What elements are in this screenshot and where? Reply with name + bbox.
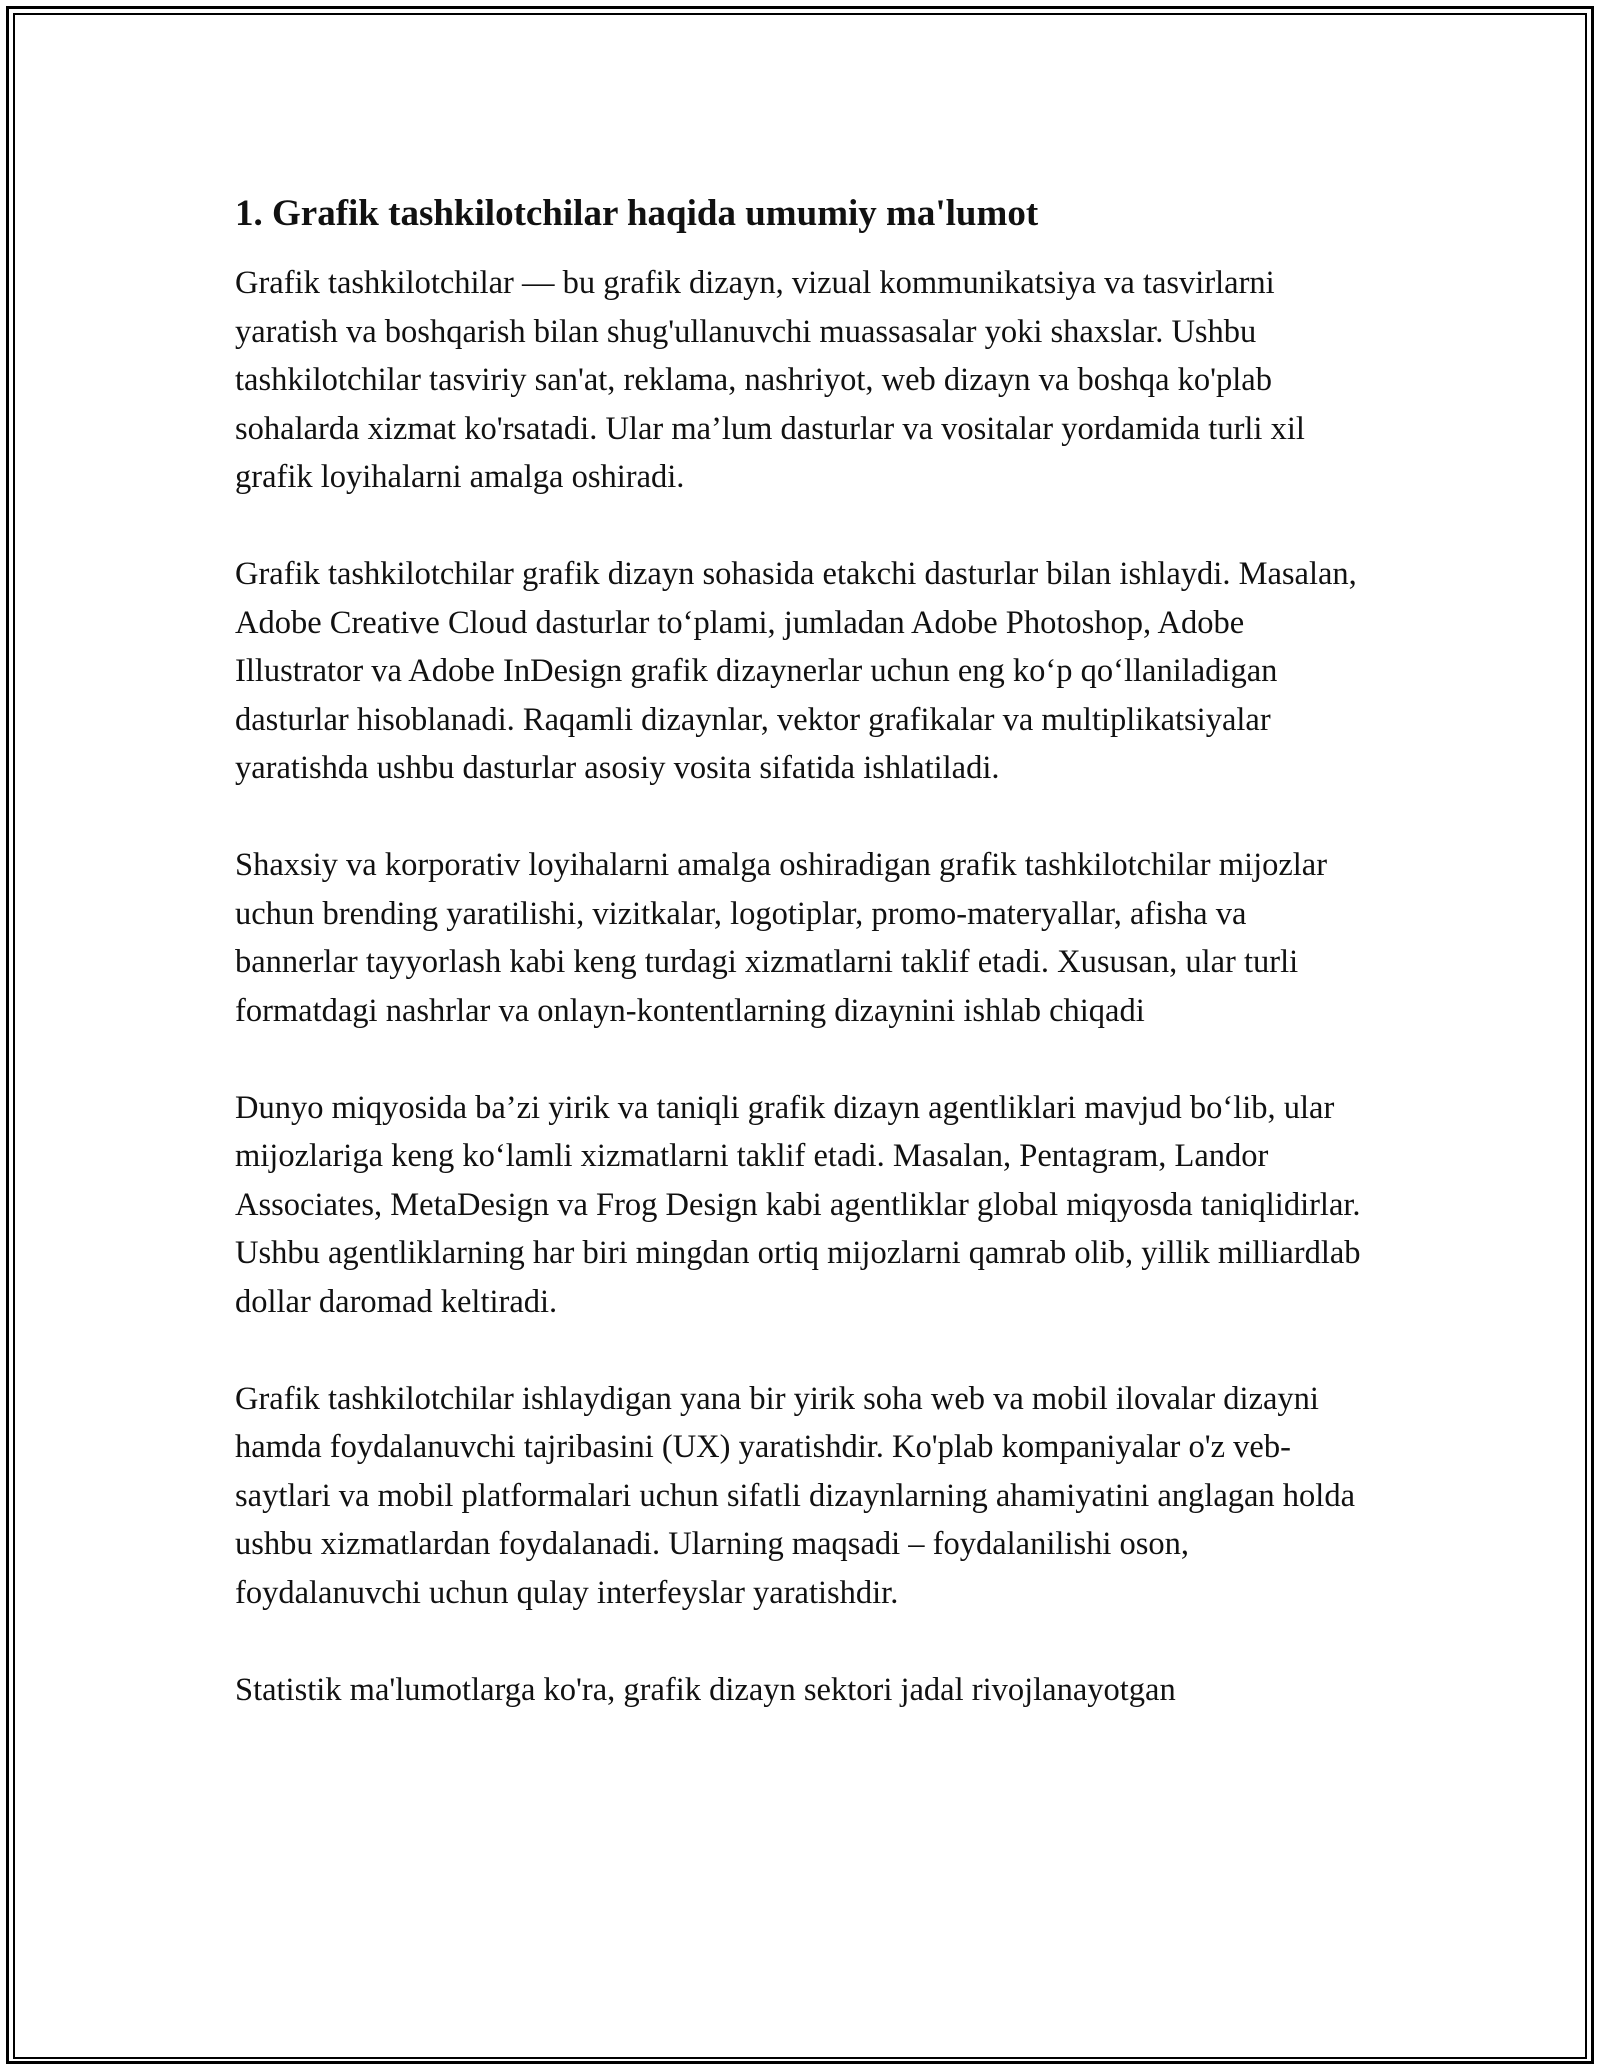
document-body: [235, 188, 1365, 1714]
paragraph-services: Shaxsiy va korporativ loyihalarni amalga oshiradigan grafik tashkilotchilar mijozlar uchun brending yaratilishi, vizitkalar, logotiplar, promo-materyallar, afisha va bannerlar tayyorlash kabi keng turdagi xizmatlarni taklif etadi. Xususan, ular turli formatdagi nashrlar va onlayn-kontentlarning dizaynini ishlab chiqadi: [235, 847, 1328, 1029]
paragraph-web-ux: Grafik tashkilotchilar ishlaydigan yana bir yirik soha web va mobil ilovalar dizayni hamda foydalanuvchi tajribasini (UX) yaratishdir. Ko'plab kompaniyalar o'z veb-saytlari va mobil platformalari uchun sifatli dizaynlarning ahamiyatini anglagan holda ushbu xizmatlardan foydalanadi. Ularning maqsadi – foydalanilishi oson, foydalanuvchi uchun qulay interfeyslar yaratishdir.: [235, 1380, 1355, 1611]
paragraph-agencies: Dunyo miqyosida ba’zi yirik va taniqli grafik dizayn agentliklari mavjud bo‘lib, ular mijozlariga keng ko‘lamli xizmatlarni taklif etadi. Masalan, Pentagram, Landor Associates, MetaDesign va Frog Design kabi agentliklar global miqyosda taniqlidirlar. Ushbu agentliklarning har biri mingdan ortiq mijozlarni qamrab olib, yillik milliardlab dollar daromad keltiradi.: [235, 1089, 1361, 1320]
section-heading: 1. Grafik tashkilotchilar haqida umumiy ma'lumot: [235, 193, 1039, 234]
paragraph-software: Grafik tashkilotchilar grafik dizayn sohasida etakchi dasturlar bilan ishlaydi. Masalan, Adobe Creative Cloud dasturlar to‘plami, jumladan Adobe Photoshop, Adobe Illustrator va Adobe InDesign grafik dizaynerlar uchun eng ko‘p qo‘llaniladigan dasturlar hisoblanadi. Raqamli dizaynlar, vektor grafikalar va multiplikatsiyalar yaratishda ushbu dasturlar asosiy vosita sifatida ishlatiladi.: [235, 556, 1357, 786]
paragraph-statistics: Statistik ma'lumotlarga ko'ra, grafik dizayn sektori jadal rivojlanayotgan: [235, 1671, 1176, 1708]
paragraph-intro: Grafik tashkilotchilar — bu grafik dizayn, vizual kommunikatsiya va tasvirlarni yaratish va boshqarish bilan shug'ullanuvchi muassasalar yoki shaxslar. Ushbu tashkilotchilar tasviriy san'at, reklama, nashriyot, web dizayn va boshqa ko'plab sohalarda xizmat ko'rsatadi. Ular ma’lum dasturlar va vositalar yordamida turli xil grafik loyihalarni amalga oshiradi.: [235, 265, 1305, 495]
